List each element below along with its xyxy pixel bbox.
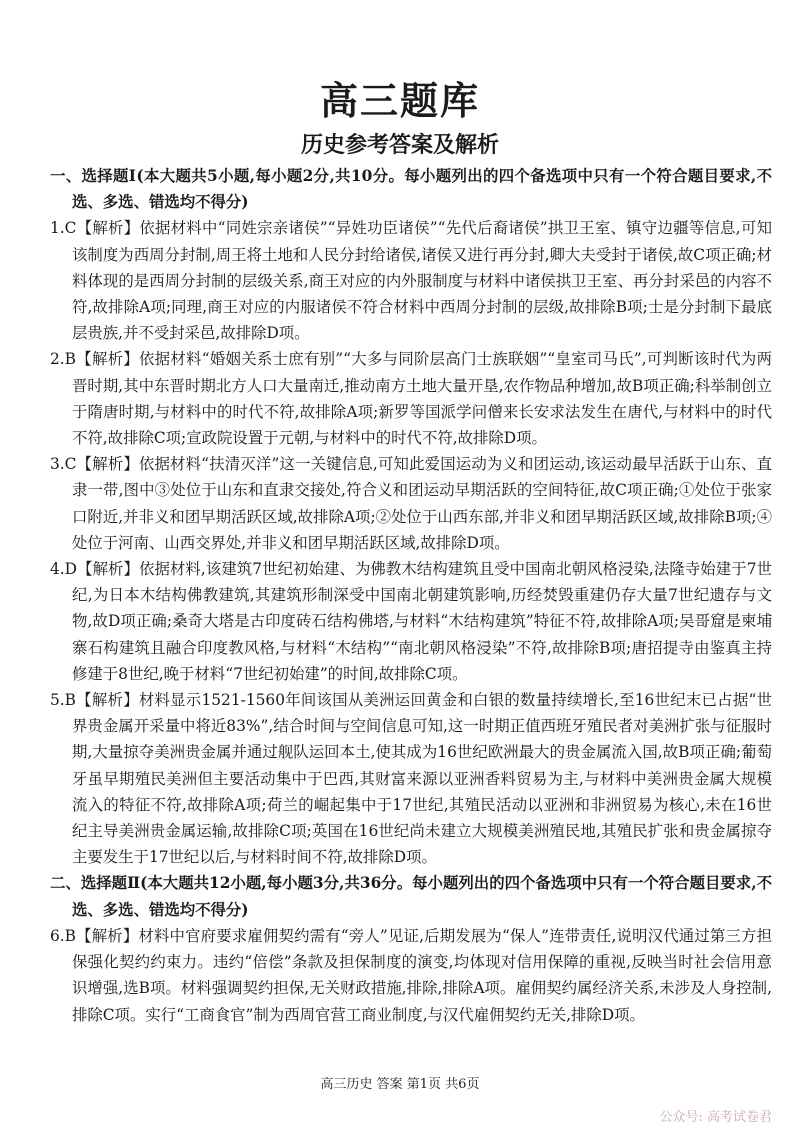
section-heading-2: 二、选择题Ⅱ(本大题共12小题,每小题3分,共36分。每小题列出的四个备选项中只有一个符合题目要求,不选、多选、错选均不得分) xyxy=(50,874,772,919)
answer-item-5: 5.B【解析】材料显示1521-1560年间该国从美洲运回黄金和白银的数量持续增长,至16世纪末已占据“世界贵金属开采量中将近83%”,结合时间与空间信息可知,这一时期正值西班牙殖民者对美洲扩张与征服时期,大量掠夺美洲贵金属并通过舰队运回本土,使其成为16世纪欧洲最大的贵金属流入国,故B项正确;葡萄牙虽早期殖民美洲但主要活动集中于巴西,其财富来源以亚洲香料贸易为主,与材料中美洲贵金属大规模流入的特征不符,故排除A项;荷兰的崛起集中于17世纪,其殖民活动以亚洲和非洲贸易为核心,未在16世纪主导美洲贵金属运输,故排除C项;英国在16世纪尚未建立大规模美洲殖民地,其殖民扩张和贵金属掠夺主要发生于17世纪以后,与材料时间不符,故排除D项。 xyxy=(50,691,772,867)
answer-item-4: 4.D【解析】依据材料,该建筑7世纪初始建、为佛教木结构建筑且受中国南北朝风格浸染,法隆寺始建于7世纪,为日本木结构佛教建筑,其建筑形制深受中国南北朝建筑影响,历经焚毁重建仍存大量7世纪遗存与文物,故D项正确;桑奇大塔是古印度砖石结构佛塔,与材料“木结构建筑”特征不符,故排除A项;吴哥窟是柬埔寨石构建筑且融合印度教风格,与材料“木结构”“南北朝风格浸染”不符,故排除B项;唐招提寺由鉴真主持修建于8世纪,晚于材料“7世纪初始建”的时间,故排除C项。 xyxy=(50,560,772,683)
answer-item-1: 1.C【解析】依据材料中“同姓宗亲诸侯”“异姓功臣诸侯”“先代后裔诸侯”拱卫王室、镇守边疆等信息,可知该制度为西周分封制,周王将土地和人民分封给诸侯,诸侯又进行再分封,卿大夫受封于诸侯,故C项正确;材料体现的是西周分封制的层级关系,商王对应的内外服制度与材料中诸侯拱卫王室、再分封采邑的内容不符,故排除A项;同理,商王对应的内服诸侯不符合材料中西周分封制的层级,故排除B项;士是分封制下最底层贵族,并不受封采邑,故排除D项。 xyxy=(50,219,772,343)
page-footer: 高三历史 答案 第1页 共6页 xyxy=(320,1077,480,1092)
section-heading-1: 一、选择题Ⅰ(本大题共5小题,每小题2分,共10分。每小题列出的四个备选项中只有一个符合题目要求,不选、多选、错选均不得分) xyxy=(50,167,772,212)
page-title: 高三题库 xyxy=(319,78,480,123)
answer-content xyxy=(50,163,772,1028)
page-subtitle: 历史参考答案及解析 xyxy=(300,132,499,158)
watermark: 公众号: 高考试卷君 xyxy=(659,1110,772,1125)
answer-item-3: 3.C【解析】依据材料“扶清灭洋”这一关键信息,可知此爱国运动为义和团运动,该运动最早活跃于山东、直隶一带,图中③处位于山东和直隶交接处,符合义和团运动早期活跃的空间特征,故C项正确;①处位于张家口附近,并非义和团早期活跃区域,故排除A项;②处位于山西东部,并非义和团早期活跃区域,故排除B项;④处位于河南、山西交界处,并非义和团早期活跃区域,故排除D项。 xyxy=(50,455,772,552)
answer-item-6: 6.B【解析】材料中官府要求雇佣契约需有“旁人”见证,后期发展为“保人”连带责任,说明汉代通过第三方担保强化契约约束力。违约“倍偿”条款及担保制度的演变,均体现对信用保障的重视,反映当时社会信用意识增强,选B项。材料强调契约担保,无关财政措施,排除,排除A项。雇佣契约属经济关系,未涉及人身控制,排除C项。实行“工商食官”制为西周官营工商业制度,与汉代雇佣契约无关,排除D项。 xyxy=(50,926,772,1024)
answer-item-2: 2.B【解析】依据材料“婚姻关系士庶有别”“大多与同阶层高门士族联姻”“皇室司马氏”,可判断该时代为两晋时期,其中东晋时期北方人口大量南迁,推动南方土地大量开垦,农作物品种增加,故B项正确;科举制创立于隋唐时期,与材料中的时代不符,故排除A项;新罗等国派学问僧来长安求法发生在唐代,与材料中的时代不符,故排除C项;宣政院设置于元朝,与材料中的时代不符,故排除D项。 xyxy=(50,350,772,448)
